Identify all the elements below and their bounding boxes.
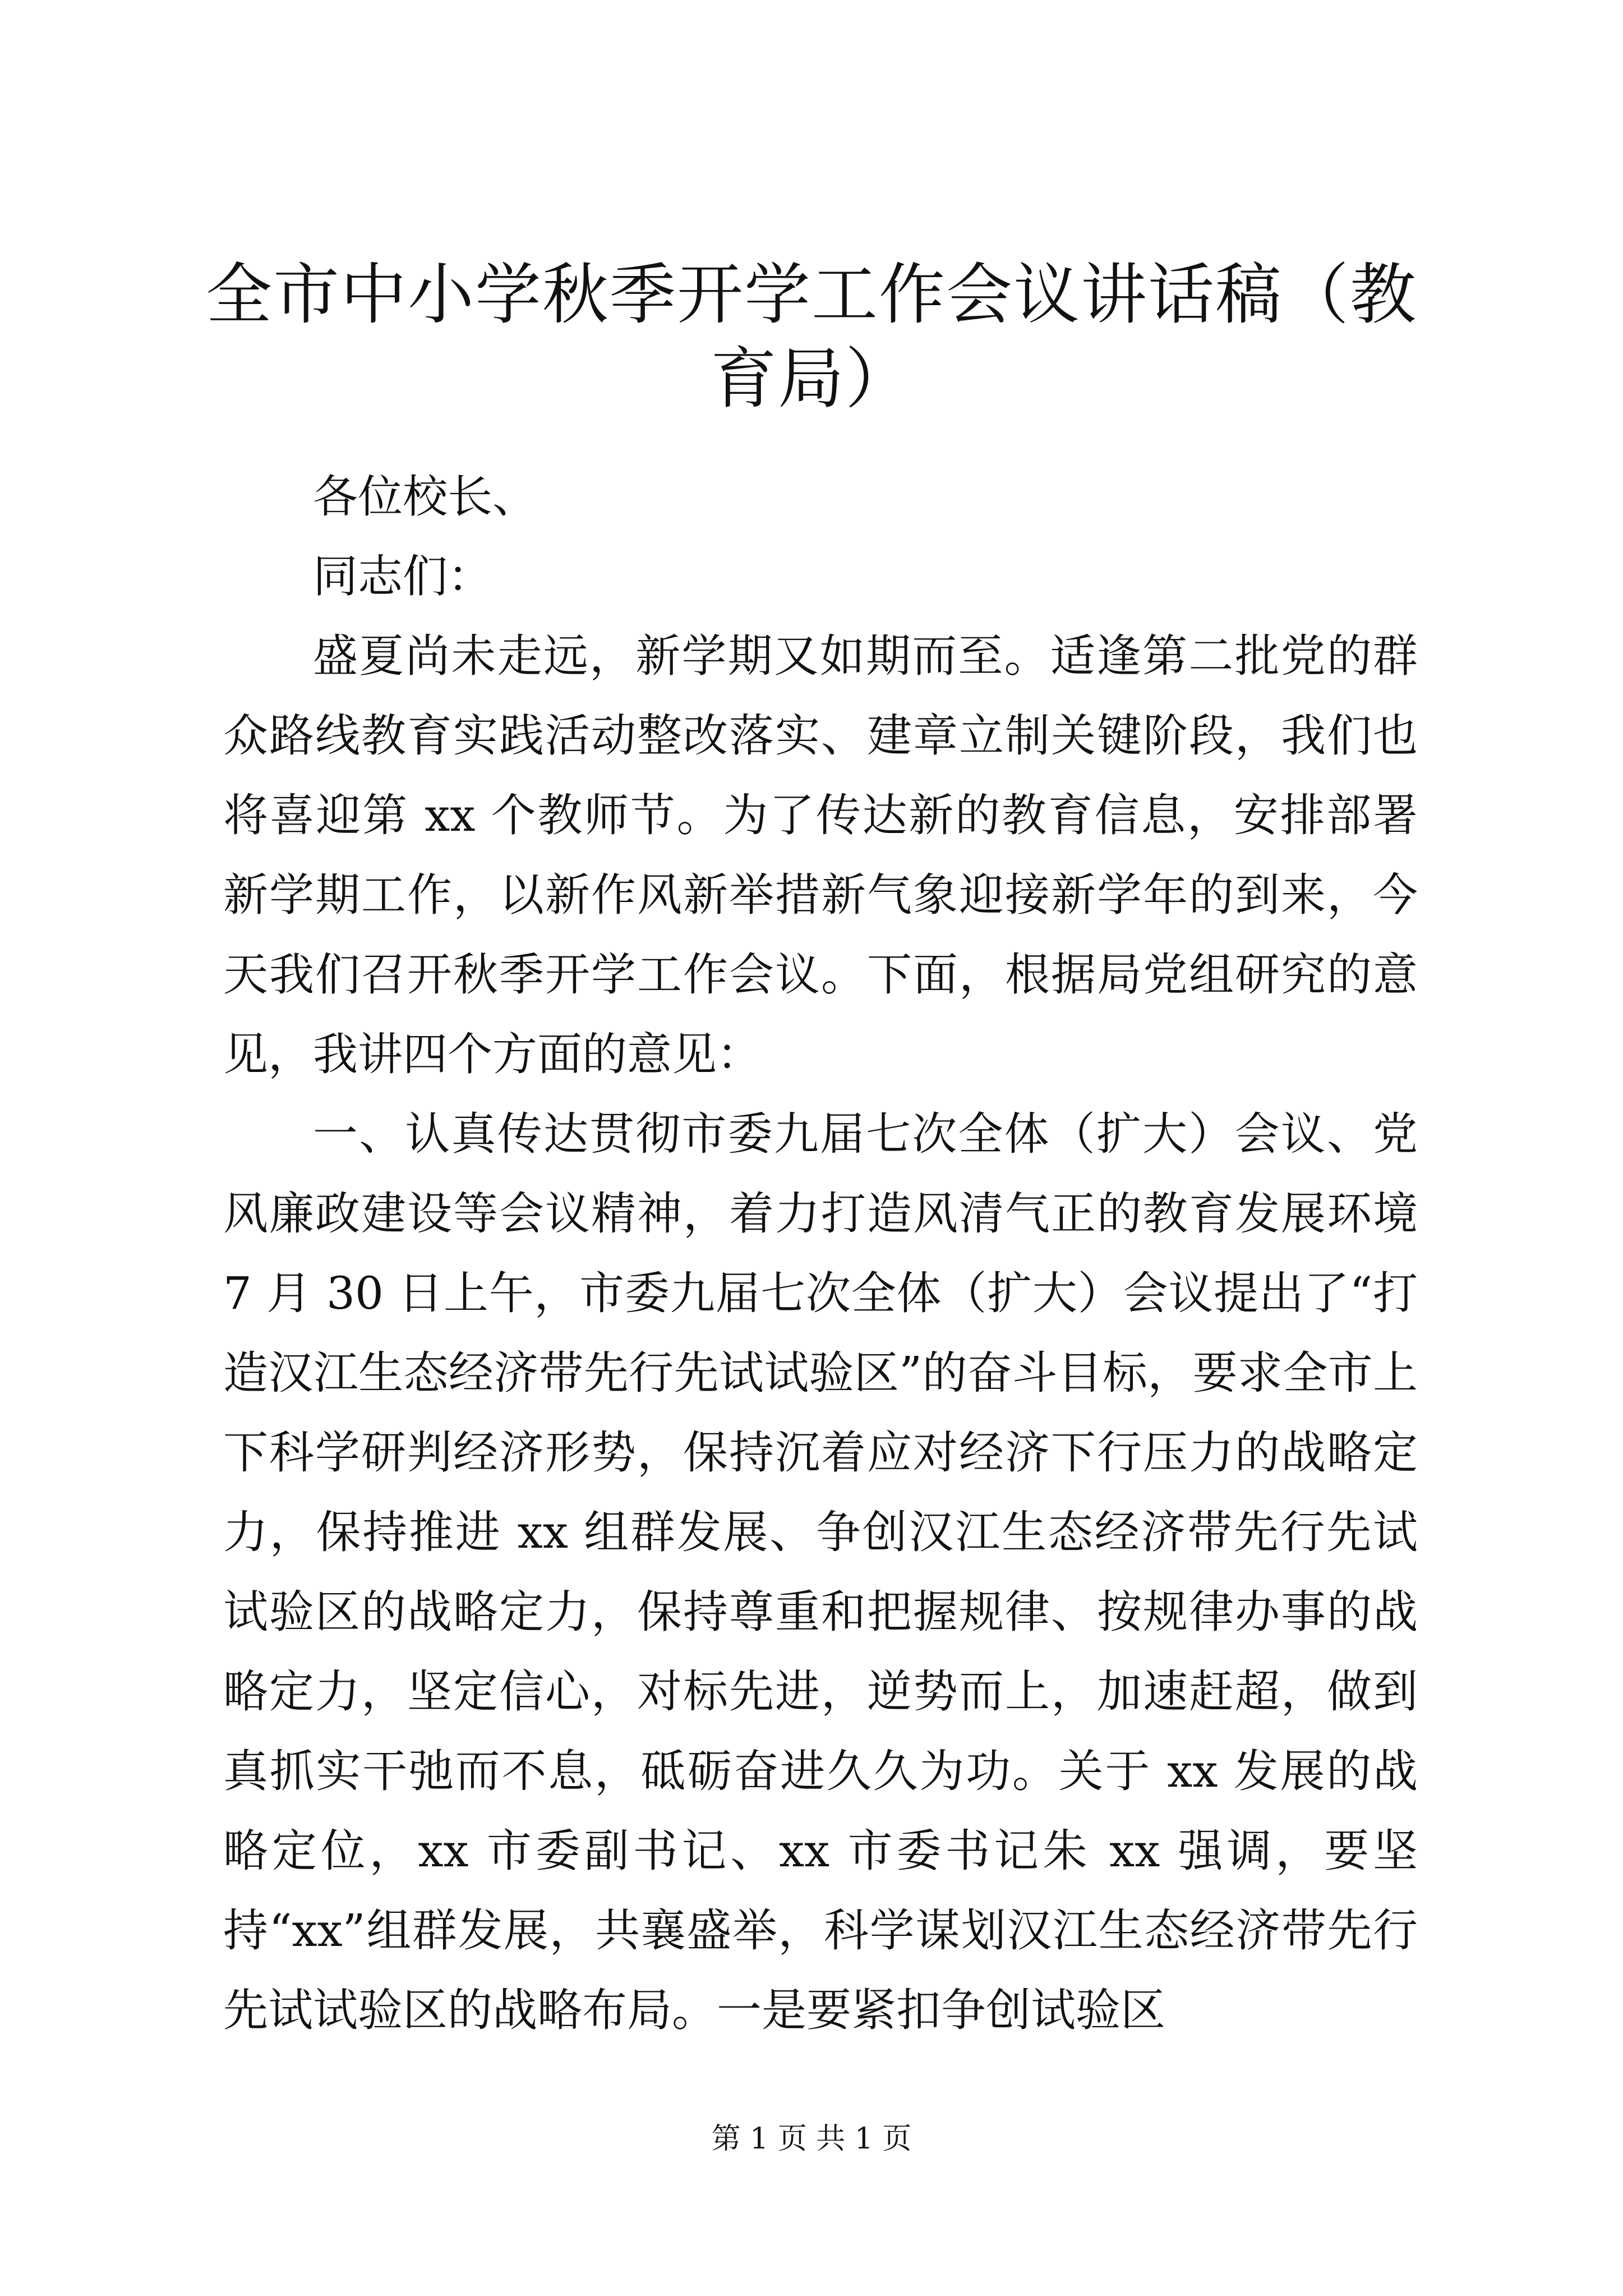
salutation-line-1: 各位校长、 (313, 471, 537, 523)
document-body (223, 457, 1418, 2050)
page-footer: 第 1 页 共 1 页 (711, 2122, 912, 2156)
paragraph-intro: 盛夏尚未走远，新学期又如期而至。适逢第二批党的群众路线教育实践活动整改落实、建章立制关键阶段，我们也将喜迎第 xx 个教师节。为了传达新的教育信息，安排部署新学期工作，以新作风新举措新气象迎接新学年的到来，今天我们召开秋季开学工作会议。下面，根据局党组研究的意见，我讲四个方面的意见： (223, 630, 1418, 1080)
document-title: 全市中小学秋季开学工作会议讲话稿（教育局） (205, 256, 1417, 417)
salutation-line-2: 同志们： (313, 550, 492, 602)
paragraph-section-one: 一、认真传达贯彻市委九届七次全体（扩大）会议、党风廉政建设等会议精神，着力打造风清气正的教育发展环境 7 月 30 日上午，市委九届七次全体（扩大）会议提出了“打造汉江生态经济带先行先试试验区”的奋斗目标，要求全市上下科学研判经济形势，保持沉着应对经济下行压力的战略定力，保持推进 xx 组群发展、争创汉江生态经济带先行先试试验区的战略定力，保持尊重和把握规律、按规律办事的战略定力，坚定信心，对标先进，逆势而上，加速赶超，做到真抓实干弛而不息，砥砺奋进久久为功。关于 xx 发展的战略定位，xx 市委副书记、xx 市委书记朱 xx 强调，要坚持“xx”组群发展，共襄盛举，科学谋划汉江生态经济带先行先试试验区的战略布局。一是要紧扣争创试验区 (223, 1108, 1418, 2036)
